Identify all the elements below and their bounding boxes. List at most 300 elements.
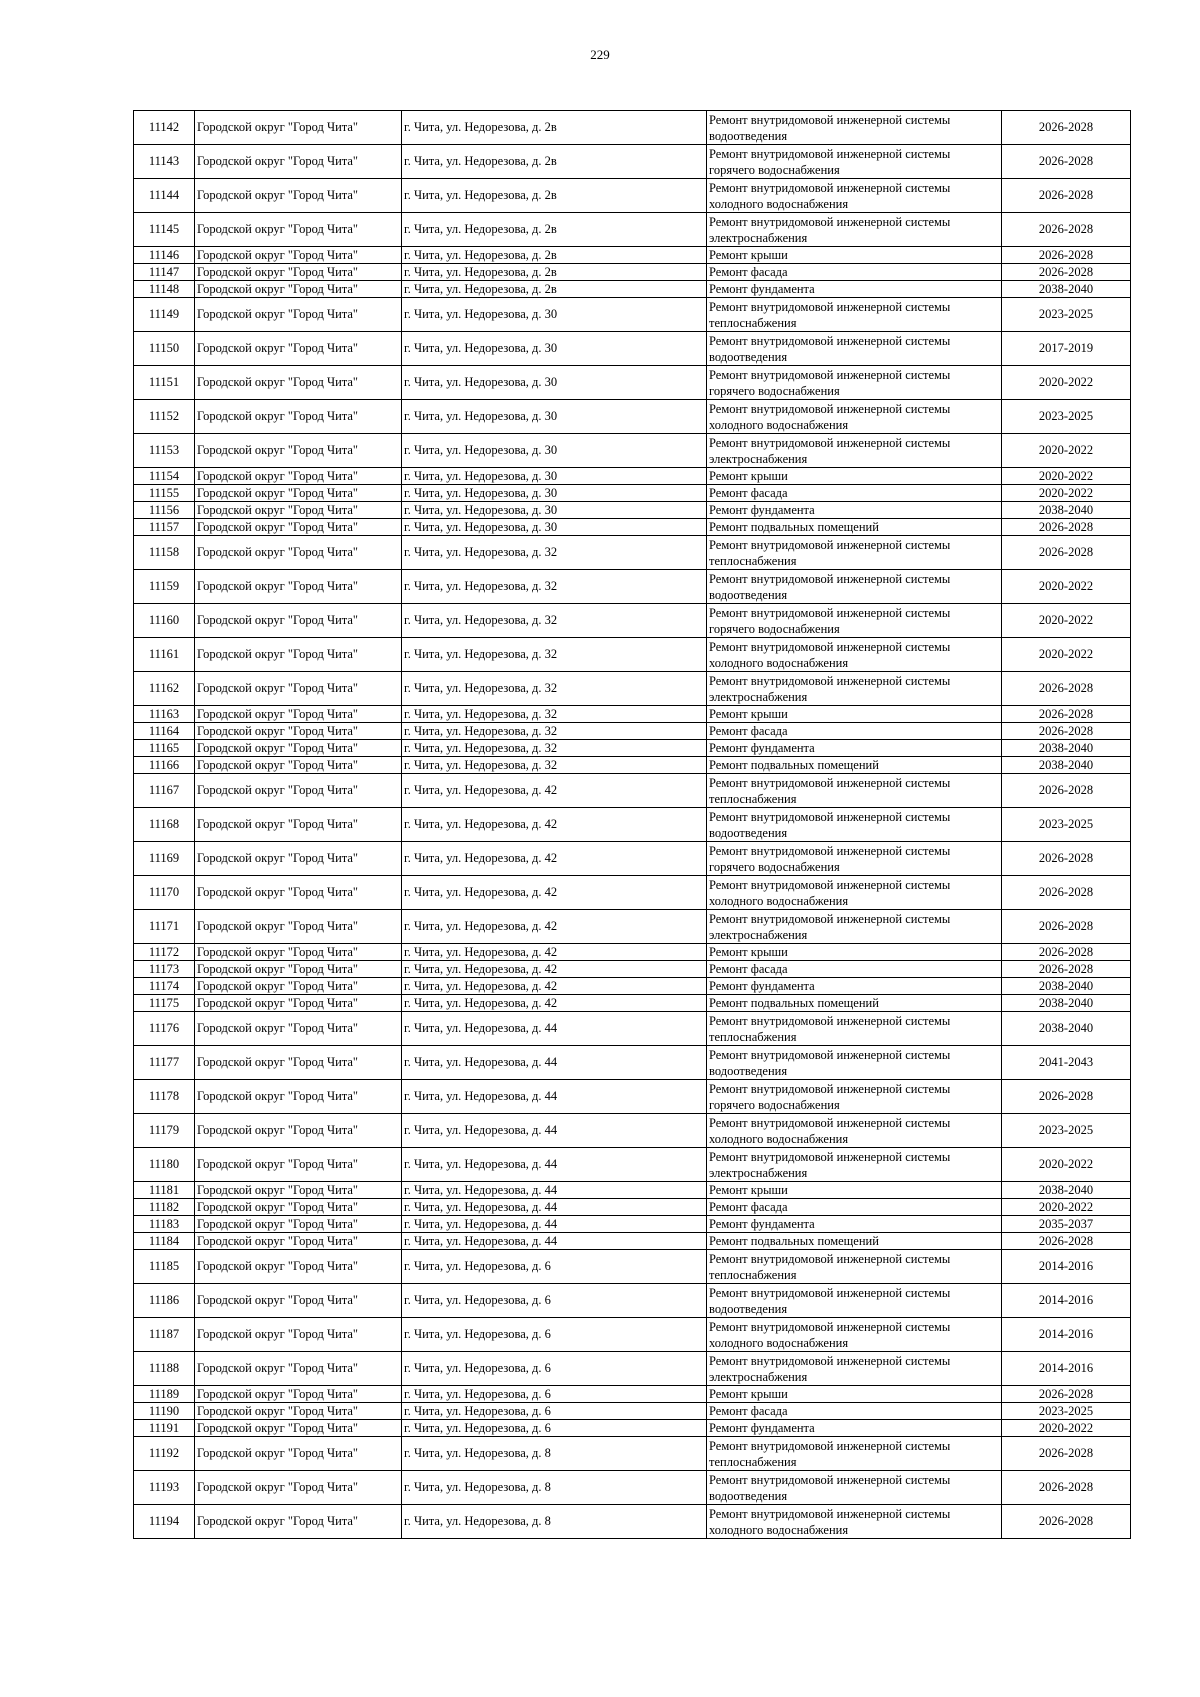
- address-cell: г. Чита, ул. Недорезова, д. 30: [402, 502, 707, 519]
- municipality-cell: Городской округ "Город Чита": [195, 1199, 402, 1216]
- work-type-line: Ремонт крыши: [709, 1387, 788, 1401]
- table-row: [134, 842, 1131, 876]
- row-number-cell: 11159: [134, 570, 195, 604]
- table-row: [134, 638, 1131, 672]
- row-number-cell: 11167: [134, 774, 195, 808]
- row-number-cell: 11158: [134, 536, 195, 570]
- period-cell: 2026-2028: [1002, 876, 1131, 910]
- row-number-cell: 11182: [134, 1199, 195, 1216]
- work-type-cell: [707, 740, 1002, 757]
- row-number-cell: 11168: [134, 808, 195, 842]
- period-cell: 2026-2028: [1002, 536, 1131, 570]
- period-cell: 2020-2022: [1002, 1420, 1131, 1437]
- work-type-line: Ремонт внутридомовой инженерной системы: [709, 214, 951, 229]
- row-number-cell: 11151: [134, 366, 195, 400]
- municipality-cell: Городской округ "Город Чита": [195, 961, 402, 978]
- row-number-cell: 11162: [134, 672, 195, 706]
- table-row: [134, 264, 1131, 281]
- work-type-cell: [707, 434, 1002, 468]
- municipality-cell: Городской округ "Город Чита": [195, 1403, 402, 1420]
- work-type-line: Ремонт внутридомовой инженерной системы: [709, 299, 951, 314]
- municipality-cell: Городской округ "Город Чита": [195, 502, 402, 519]
- municipality-cell: Городской округ "Город Чита": [195, 145, 402, 179]
- municipality-cell: Городской округ "Город Чита": [195, 876, 402, 910]
- municipality-cell: Городской округ "Город Чита": [195, 1233, 402, 1250]
- work-type-line: Ремонт внутридомовой инженерной системы: [709, 180, 951, 195]
- address-cell: г. Чита, ул. Недорезова, д. 30: [402, 298, 707, 332]
- municipality-cell: Городской округ "Город Чита": [195, 536, 402, 570]
- period-cell: 2026-2028: [1002, 1386, 1131, 1403]
- work-type-cell: [707, 995, 1002, 1012]
- work-type-cell: [707, 1403, 1002, 1420]
- work-type-line: горячего водоснабжения: [709, 383, 840, 398]
- work-type-cell: [707, 1250, 1002, 1284]
- table-row: [134, 1182, 1131, 1199]
- work-type-cell: [707, 1080, 1002, 1114]
- work-type-line: Ремонт подвальных помещений: [709, 1234, 879, 1248]
- address-cell: г. Чита, ул. Недорезова, д. 2в: [402, 111, 707, 145]
- table-row: [134, 400, 1131, 434]
- municipality-cell: Городской округ "Город Чита": [195, 400, 402, 434]
- work-type-line: водоотведения: [709, 825, 788, 840]
- table-row: [134, 604, 1131, 638]
- work-type-cell: [707, 944, 1002, 961]
- row-number-cell: 11175: [134, 995, 195, 1012]
- table-row: [134, 1199, 1131, 1216]
- page-number: 229: [590, 47, 610, 62]
- work-type-line: теплоснабжения: [709, 1454, 797, 1469]
- period-cell: 2026-2028: [1002, 842, 1131, 876]
- table-row: [134, 1437, 1131, 1471]
- work-type-line: электроснабжения: [709, 689, 808, 704]
- period-cell: 2026-2028: [1002, 1437, 1131, 1471]
- work-type-line: водоотведения: [709, 587, 788, 602]
- period-cell: 2026-2028: [1002, 944, 1131, 961]
- municipality-cell: Городской округ "Город Чита": [195, 1216, 402, 1233]
- table-row: [134, 672, 1131, 706]
- period-cell: 2020-2022: [1002, 434, 1131, 468]
- work-type-cell: [707, 706, 1002, 723]
- work-type-line: Ремонт внутридомовой инженерной системы: [709, 1285, 951, 1300]
- address-cell: г. Чита, ул. Недорезова, д. 6: [402, 1403, 707, 1420]
- address-cell: г. Чита, ул. Недорезова, д. 44: [402, 1199, 707, 1216]
- row-number-cell: 11155: [134, 485, 195, 502]
- address-cell: г. Чита, ул. Недорезова, д. 32: [402, 536, 707, 570]
- work-type-cell: [707, 723, 1002, 740]
- table-row: [134, 298, 1131, 332]
- period-cell: 2014-2016: [1002, 1352, 1131, 1386]
- period-cell: 2026-2028: [1002, 910, 1131, 944]
- work-type-cell: [707, 264, 1002, 281]
- work-type-cell: [707, 1233, 1002, 1250]
- period-cell: 2026-2028: [1002, 1080, 1131, 1114]
- work-type-line: Ремонт внутридомовой инженерной системы: [709, 1319, 951, 1334]
- work-type-line: Ремонт внутридомовой инженерной системы: [709, 112, 951, 127]
- row-number-cell: 11183: [134, 1216, 195, 1233]
- period-cell: 2020-2022: [1002, 468, 1131, 485]
- period-cell: 2026-2028: [1002, 519, 1131, 536]
- work-type-line: Ремонт внутридомовой инженерной системы: [709, 1013, 951, 1028]
- address-cell: г. Чита, ул. Недорезова, д. 42: [402, 961, 707, 978]
- address-cell: г. Чита, ул. Недорезова, д. 8: [402, 1471, 707, 1505]
- address-cell: г. Чита, ул. Недорезова, д. 42: [402, 978, 707, 995]
- table-row: [134, 808, 1131, 842]
- municipality-cell: Городской округ "Город Чита": [195, 1284, 402, 1318]
- table-row: [134, 1420, 1131, 1437]
- table-row: [134, 1233, 1131, 1250]
- table-row: [134, 944, 1131, 961]
- row-number-cell: 11191: [134, 1420, 195, 1437]
- work-type-line: Ремонт внутридомовой инженерной системы: [709, 1115, 951, 1130]
- address-cell: г. Чита, ул. Недорезова, д. 2в: [402, 247, 707, 264]
- work-type-cell: [707, 774, 1002, 808]
- municipality-cell: Городской округ "Город Чита": [195, 1437, 402, 1471]
- work-type-line: теплоснабжения: [709, 791, 797, 806]
- table-row: [134, 1046, 1131, 1080]
- row-number-cell: 11194: [134, 1505, 195, 1539]
- table-row: [134, 1216, 1131, 1233]
- period-cell: 2023-2025: [1002, 298, 1131, 332]
- period-cell: 2026-2028: [1002, 213, 1131, 247]
- work-type-cell: [707, 179, 1002, 213]
- work-type-cell: [707, 672, 1002, 706]
- period-cell: 2038-2040: [1002, 281, 1131, 298]
- row-number-cell: 11190: [134, 1403, 195, 1420]
- municipality-cell: Городской округ "Город Чита": [195, 757, 402, 774]
- table-row: [134, 1318, 1131, 1352]
- work-type-line: теплоснабжения: [709, 553, 797, 568]
- municipality-cell: Городской округ "Город Чита": [195, 281, 402, 298]
- row-number-cell: 11184: [134, 1233, 195, 1250]
- period-cell: 2026-2028: [1002, 706, 1131, 723]
- address-cell: г. Чита, ул. Недорезова, д. 42: [402, 876, 707, 910]
- period-cell: 2026-2028: [1002, 723, 1131, 740]
- work-type-line: Ремонт внутридомовой инженерной системы: [709, 1081, 951, 1096]
- period-cell: 2035-2037: [1002, 1216, 1131, 1233]
- work-type-line: водоотведения: [709, 1063, 788, 1078]
- address-cell: г. Чита, ул. Недорезова, д. 32: [402, 740, 707, 757]
- period-cell: 2038-2040: [1002, 502, 1131, 519]
- table-row: [134, 1012, 1131, 1046]
- work-type-line: Ремонт внутридомовой инженерной системы: [709, 1438, 951, 1453]
- row-number-cell: 11193: [134, 1471, 195, 1505]
- work-type-cell: [707, 400, 1002, 434]
- municipality-cell: Городской округ "Город Чита": [195, 1148, 402, 1182]
- table-row: [134, 876, 1131, 910]
- address-cell: г. Чита, ул. Недорезова, д. 2в: [402, 281, 707, 298]
- address-cell: г. Чита, ул. Недорезова, д. 32: [402, 757, 707, 774]
- work-type-cell: [707, 298, 1002, 332]
- work-type-cell: [707, 638, 1002, 672]
- municipality-cell: Городской округ "Город Чита": [195, 1386, 402, 1403]
- table-row: [134, 910, 1131, 944]
- work-type-line: Ремонт крыши: [709, 945, 788, 959]
- work-type-cell: [707, 1505, 1002, 1539]
- address-cell: г. Чита, ул. Недорезова, д. 30: [402, 485, 707, 502]
- address-cell: г. Чита, ул. Недорезова, д. 6: [402, 1386, 707, 1403]
- work-type-line: Ремонт фасада: [709, 724, 788, 738]
- work-type-cell: [707, 281, 1002, 298]
- period-cell: 2026-2028: [1002, 1471, 1131, 1505]
- period-cell: 2020-2022: [1002, 485, 1131, 502]
- row-number-cell: 11176: [134, 1012, 195, 1046]
- work-type-cell: [707, 842, 1002, 876]
- work-type-line: Ремонт фундамента: [709, 979, 815, 993]
- municipality-cell: Городской округ "Город Чита": [195, 1420, 402, 1437]
- table-row: [134, 978, 1131, 995]
- municipality-cell: Городской округ "Город Чита": [195, 111, 402, 145]
- municipality-cell: Городской округ "Город Чита": [195, 842, 402, 876]
- municipality-cell: Городской округ "Город Чита": [195, 774, 402, 808]
- work-type-cell: [707, 757, 1002, 774]
- work-type-cell: [707, 145, 1002, 179]
- municipality-cell: Городской округ "Город Чита": [195, 264, 402, 281]
- municipality-cell: Городской округ "Город Чита": [195, 1352, 402, 1386]
- work-type-cell: [707, 332, 1002, 366]
- address-cell: г. Чита, ул. Недорезова, д. 6: [402, 1420, 707, 1437]
- work-type-line: Ремонт фасада: [709, 486, 788, 500]
- period-cell: 2023-2025: [1002, 808, 1131, 842]
- table-row: [134, 145, 1131, 179]
- address-cell: г. Чита, ул. Недорезова, д. 32: [402, 672, 707, 706]
- work-type-line: Ремонт внутридомовой инженерной системы: [709, 146, 951, 161]
- row-number-cell: 11181: [134, 1182, 195, 1199]
- period-cell: 2038-2040: [1002, 1182, 1131, 1199]
- work-type-line: Ремонт внутридомовой инженерной системы: [709, 673, 951, 688]
- work-type-cell: [707, 213, 1002, 247]
- municipality-cell: Городской округ "Город Чита": [195, 995, 402, 1012]
- work-type-cell: [707, 961, 1002, 978]
- municipality-cell: Городской округ "Город Чита": [195, 808, 402, 842]
- work-type-cell: [707, 1199, 1002, 1216]
- address-cell: г. Чита, ул. Недорезова, д. 44: [402, 1046, 707, 1080]
- table-row: [134, 434, 1131, 468]
- address-cell: г. Чита, ул. Недорезова, д. 30: [402, 366, 707, 400]
- work-type-cell: [707, 468, 1002, 485]
- work-type-line: Ремонт внутридомовой инженерной системы: [709, 435, 951, 450]
- work-type-line: Ремонт крыши: [709, 1183, 788, 1197]
- row-number-cell: 11157: [134, 519, 195, 536]
- municipality-cell: Городской округ "Город Чита": [195, 604, 402, 638]
- row-number-cell: 11178: [134, 1080, 195, 1114]
- address-cell: г. Чита, ул. Недорезова, д. 30: [402, 332, 707, 366]
- municipality-cell: Городской округ "Город Чита": [195, 179, 402, 213]
- work-type-line: Ремонт фундамента: [709, 1217, 815, 1231]
- period-cell: 2023-2025: [1002, 400, 1131, 434]
- address-cell: г. Чита, ул. Недорезова, д. 44: [402, 1182, 707, 1199]
- work-type-line: Ремонт внутридомовой инженерной системы: [709, 571, 951, 586]
- row-number-cell: 11163: [134, 706, 195, 723]
- period-cell: 2026-2028: [1002, 1233, 1131, 1250]
- work-type-line: Ремонт внутридомовой инженерной системы: [709, 333, 951, 348]
- address-cell: г. Чита, ул. Недорезова, д. 44: [402, 1233, 707, 1250]
- work-type-line: Ремонт подвальных помещений: [709, 996, 879, 1010]
- row-number-cell: 11148: [134, 281, 195, 298]
- work-type-line: холодного водоснабжения: [709, 655, 849, 670]
- period-cell: 2026-2028: [1002, 179, 1131, 213]
- table-row: [134, 1505, 1131, 1539]
- row-number-cell: 11166: [134, 757, 195, 774]
- table-row: [134, 570, 1131, 604]
- period-cell: 2017-2019: [1002, 332, 1131, 366]
- row-number-cell: 11147: [134, 264, 195, 281]
- table-row: [134, 1250, 1131, 1284]
- period-cell: 2026-2028: [1002, 774, 1131, 808]
- work-type-line: холодного водоснабжения: [709, 417, 849, 432]
- address-cell: г. Чита, ул. Недорезова, д. 32: [402, 638, 707, 672]
- table-row: [134, 774, 1131, 808]
- municipality-cell: Городской округ "Город Чита": [195, 740, 402, 757]
- table-row: [134, 1080, 1131, 1114]
- address-cell: г. Чита, ул. Недорезова, д. 6: [402, 1250, 707, 1284]
- work-type-line: холодного водоснабжения: [709, 1335, 849, 1350]
- address-cell: г. Чита, ул. Недорезова, д. 42: [402, 910, 707, 944]
- row-number-cell: 11145: [134, 213, 195, 247]
- row-number-cell: 11186: [134, 1284, 195, 1318]
- work-type-line: Ремонт внутридомовой инженерной системы: [709, 1472, 951, 1487]
- work-type-line: водоотведения: [709, 1488, 788, 1503]
- work-type-cell: [707, 1148, 1002, 1182]
- address-cell: г. Чита, ул. Недорезова, д. 2в: [402, 264, 707, 281]
- work-type-line: Ремонт фасада: [709, 1404, 788, 1418]
- address-cell: г. Чита, ул. Недорезова, д. 44: [402, 1216, 707, 1233]
- work-type-cell: [707, 247, 1002, 264]
- municipality-cell: Городской округ "Город Чита": [195, 944, 402, 961]
- row-number-cell: 11187: [134, 1318, 195, 1352]
- table-row: [134, 213, 1131, 247]
- row-number-cell: 11150: [134, 332, 195, 366]
- municipality-cell: Городской округ "Город Чита": [195, 1318, 402, 1352]
- period-cell: 2038-2040: [1002, 995, 1131, 1012]
- address-cell: г. Чита, ул. Недорезова, д. 32: [402, 706, 707, 723]
- row-number-cell: 11149: [134, 298, 195, 332]
- address-cell: г. Чита, ул. Недорезова, д. 42: [402, 808, 707, 842]
- municipality-cell: Городской округ "Город Чита": [195, 1505, 402, 1539]
- work-type-cell: [707, 485, 1002, 502]
- municipality-cell: Городской округ "Город Чита": [195, 570, 402, 604]
- work-type-line: Ремонт внутридомовой инженерной системы: [709, 605, 951, 620]
- work-type-line: водоотведения: [709, 349, 788, 364]
- period-cell: 2014-2016: [1002, 1284, 1131, 1318]
- work-type-line: Ремонт внутридомовой инженерной системы: [709, 401, 951, 416]
- municipality-cell: Городской округ "Город Чита": [195, 468, 402, 485]
- row-number-cell: 11152: [134, 400, 195, 434]
- work-type-line: Ремонт внутридомовой инженерной системы: [709, 877, 951, 892]
- work-type-line: Ремонт внутридомовой инженерной системы: [709, 1149, 951, 1164]
- municipality-cell: Городской округ "Город Чита": [195, 1080, 402, 1114]
- work-type-line: Ремонт фасада: [709, 265, 788, 279]
- work-type-line: Ремонт внутридомовой инженерной системы: [709, 537, 951, 552]
- work-type-line: водоотведения: [709, 128, 788, 143]
- period-cell: 2026-2028: [1002, 1505, 1131, 1539]
- municipality-cell: Городской округ "Город Чита": [195, 213, 402, 247]
- work-type-line: Ремонт внутридомовой инженерной системы: [709, 639, 951, 654]
- table-row: [134, 281, 1131, 298]
- work-type-line: электроснабжения: [709, 1165, 808, 1180]
- table-row: [134, 502, 1131, 519]
- work-type-line: Ремонт внутридомовой инженерной системы: [709, 1353, 951, 1368]
- work-type-line: теплоснабжения: [709, 1267, 797, 1282]
- address-cell: г. Чита, ул. Недорезова, д. 6: [402, 1352, 707, 1386]
- work-type-line: теплоснабжения: [709, 1029, 797, 1044]
- work-type-line: горячего водоснабжения: [709, 162, 840, 177]
- work-type-cell: [707, 1012, 1002, 1046]
- work-type-line: Ремонт фундамента: [709, 1421, 815, 1435]
- work-type-line: холодного водоснабжения: [709, 196, 849, 211]
- work-type-line: электроснабжения: [709, 927, 808, 942]
- work-type-cell: [707, 519, 1002, 536]
- work-type-cell: [707, 1352, 1002, 1386]
- table-row: [134, 485, 1131, 502]
- table-row: [134, 740, 1131, 757]
- address-cell: г. Чита, ул. Недорезова, д. 32: [402, 723, 707, 740]
- table-row: [134, 1386, 1131, 1403]
- period-cell: 2023-2025: [1002, 1114, 1131, 1148]
- municipality-cell: Городской округ "Город Чита": [195, 332, 402, 366]
- period-cell: 2038-2040: [1002, 978, 1131, 995]
- address-cell: г. Чита, ул. Недорезова, д. 32: [402, 604, 707, 638]
- work-type-cell: [707, 1216, 1002, 1233]
- row-number-cell: 11165: [134, 740, 195, 757]
- table-row: [134, 961, 1131, 978]
- row-number-cell: 11160: [134, 604, 195, 638]
- table-row: [134, 468, 1131, 485]
- table-body: [134, 111, 1131, 1539]
- work-type-line: Ремонт внутридомовой инженерной системы: [709, 1251, 951, 1266]
- work-type-cell: [707, 502, 1002, 519]
- period-cell: 2023-2025: [1002, 1403, 1131, 1420]
- row-number-cell: 11146: [134, 247, 195, 264]
- municipality-cell: Городской округ "Город Чита": [195, 1471, 402, 1505]
- period-cell: 2020-2022: [1002, 1199, 1131, 1216]
- work-type-line: водоотведения: [709, 1301, 788, 1316]
- row-number-cell: 11188: [134, 1352, 195, 1386]
- table-row: [134, 366, 1131, 400]
- work-type-line: горячего водоснабжения: [709, 859, 840, 874]
- municipality-cell: Городской округ "Город Чита": [195, 638, 402, 672]
- period-cell: 2038-2040: [1002, 757, 1131, 774]
- work-type-line: холодного водоснабжения: [709, 893, 849, 908]
- row-number-cell: 11185: [134, 1250, 195, 1284]
- table-row: [134, 1403, 1131, 1420]
- row-number-cell: 11153: [134, 434, 195, 468]
- work-type-line: Ремонт внутридомовой инженерной системы: [709, 367, 951, 382]
- period-cell: 2026-2028: [1002, 264, 1131, 281]
- address-cell: г. Чита, ул. Недорезова, д. 2в: [402, 179, 707, 213]
- row-number-cell: 11156: [134, 502, 195, 519]
- address-cell: г. Чита, ул. Недорезова, д. 42: [402, 842, 707, 876]
- municipality-cell: Городской округ "Город Чита": [195, 1012, 402, 1046]
- table-row: [134, 1148, 1131, 1182]
- address-cell: г. Чита, ул. Недорезова, д. 44: [402, 1012, 707, 1046]
- work-type-cell: [707, 1471, 1002, 1505]
- municipality-cell: Городской округ "Город Чита": [195, 910, 402, 944]
- address-cell: г. Чита, ул. Недорезова, д. 44: [402, 1080, 707, 1114]
- address-cell: г. Чита, ул. Недорезова, д. 44: [402, 1114, 707, 1148]
- table-row: [134, 519, 1131, 536]
- work-type-line: Ремонт фундамента: [709, 282, 815, 296]
- municipality-cell: Городской округ "Город Чита": [195, 519, 402, 536]
- address-cell: г. Чита, ул. Недорезова, д. 30: [402, 400, 707, 434]
- period-cell: 2026-2028: [1002, 111, 1131, 145]
- address-cell: г. Чита, ул. Недорезова, д. 32: [402, 570, 707, 604]
- work-type-cell: [707, 876, 1002, 910]
- work-type-line: Ремонт подвальных помещений: [709, 520, 879, 534]
- work-type-line: Ремонт крыши: [709, 248, 788, 262]
- address-cell: г. Чита, ул. Недорезова, д. 2в: [402, 213, 707, 247]
- period-cell: 2020-2022: [1002, 1148, 1131, 1182]
- municipality-cell: Городской округ "Город Чита": [195, 298, 402, 332]
